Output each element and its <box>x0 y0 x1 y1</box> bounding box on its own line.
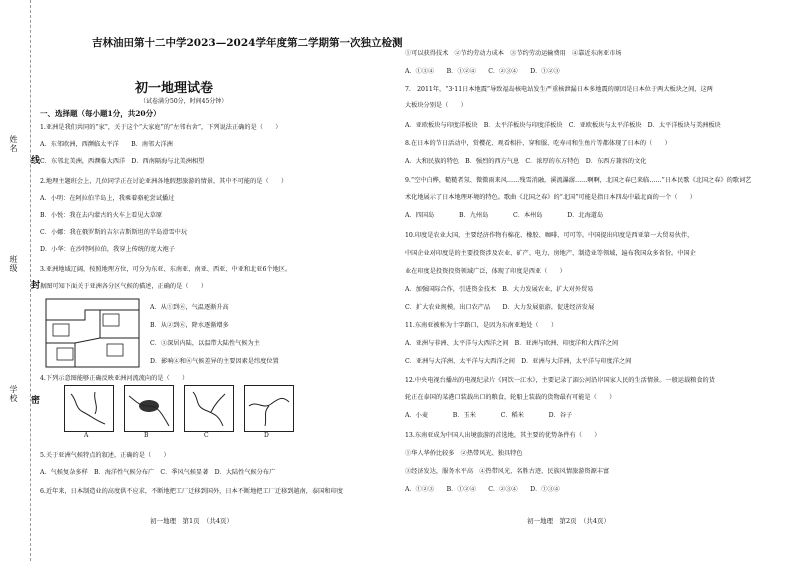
question-text: 轮正在泰国的某港口装载出口的粮食，轮船上装载的货物最有可能是（ ） <box>405 394 616 401</box>
river-diagram-c <box>184 385 234 432</box>
question-text: 业在印度是投资投资领域广泛，体现了印度是西亚（ ） <box>405 268 566 275</box>
page-footer-right: 初一地理 第2页 （共4页） <box>527 517 611 525</box>
section-title: 一、选择题（每小题1分，共20分） <box>40 109 161 118</box>
question-option: A．四国岛 B．九州岛 C．本州岛 D．北海道岛 <box>405 212 604 219</box>
question-option: A．亚洲与非洲、太平洋与大西洋之间 B．亚洲与欧洲、印度洋和大西洋之间 <box>405 340 619 347</box>
question-text: 中国企业对印度是的主要投资涉及农业、矿产、电力、房地产、制造业等领域，遍布我国众多省份。中国企 <box>405 250 696 257</box>
question-text: 7. 2011年，“3·11日本地震”导致福岛核电站发生严重核泄漏日本多地震的原因是日本位于两大板块之间，这两 <box>405 86 713 93</box>
question-text: 据图可知下面关于亚洲各分区气候的描述，正确的是（ ） <box>40 283 208 290</box>
page-right <box>397 0 794 561</box>
question-option: C．扩大农业规模，出口农产品 D．大力发展旅游，促进经济发展 <box>405 304 595 311</box>
question-option: A．①②③ B．①②④ C．②③④ D．①③④ <box>405 486 560 493</box>
question-text: 2.地理主题班会上，几位同学正在讨论亚洲各地假想旅游的情景，其中不可能的是（ ） <box>40 178 288 185</box>
river-label-d: D <box>264 432 269 439</box>
question-text: 10.印度是农业大国，主要经济作物有棉花、橡胶、咖啡、可可等。中国提出印度是西亚第一大贸易伙伴， <box>405 232 694 239</box>
name-label: 姓名 <box>9 135 18 153</box>
question-option: C．东邻北美洲，西濒临大西洋 D．西南隔海与北美洲相望 <box>40 158 205 165</box>
question-text: 11.东南亚被称为十字路口，是因为东南亚地处（ ） <box>405 322 558 329</box>
question-text: 4.下列示意图能够正确反映亚洲河流流向的是（ ） <box>40 375 189 382</box>
exam-title: 初一地理试卷 <box>135 81 214 96</box>
class-label: 班级 <box>9 255 18 273</box>
question-option: A．东邻欧洲，西濒临太平洋 B．南邻大洋洲 <box>40 141 173 148</box>
question-text: 大板块分别是（ ） <box>405 102 467 109</box>
river-label-c: C <box>204 432 209 439</box>
question-option: ①华人华侨比较多 ②热带风光、独具特色 <box>405 450 523 457</box>
question-text: 13.东南亚成为中国人出境旅游的首选地，其主要的优势条件有（ ） <box>405 432 601 439</box>
question-text: 8.在日本的节日活动中，赏樱花、观看相扑、穿和服、吃寿司和生鱼片等都体现了日本的（ ） <box>405 140 671 147</box>
question-option: A．加强国际合作，引进资金技术 B．大力发展农业，扩大对外贸易 <box>405 286 594 293</box>
question-option: A．小明：在阿拉伯半岛上，我乘着骆驼尝试播过 <box>40 195 175 202</box>
question-option: A．气候复杂多样 B．海洋性气候分布广 C．季风气候显著 D．大陆性气候分布广 <box>40 469 276 476</box>
school-title: 吉林油田第十二中学2023—2024学年度第二学期第一次独立检测 <box>92 37 403 49</box>
river-diagram-a <box>64 385 114 432</box>
river-diagram-d <box>244 385 294 432</box>
river-label-b: B <box>144 432 149 439</box>
school-label: 学校 <box>9 385 18 403</box>
q3-option-c: C．③深居内陆，以温带大陆性气候为主 <box>150 340 260 347</box>
cut-mark-seal: 封 <box>29 280 39 289</box>
question-text: 12.中央电视台播出的电视纪录片《同饮一江水》，主要记录了湄公河沿岸国家人民的生活情景。一般运载粮食的货 <box>405 377 715 384</box>
question-option: A．大和民族的特色 B．强烈的西方气息 C．浓厚的东方特色 D．东西方兼容的文化 <box>405 158 647 165</box>
question-option: ③经济发达，服务水平高 ④热带风光、名胜古迹、民族风情旅游资源丰富 <box>405 468 610 475</box>
q3-option-d: D．影响④和⑥气候差异的主要因素是纬度位置 <box>150 358 279 365</box>
question-text: 术化地展示了日本地理环境的特色。歌曲《北国之春》的“北国”可能是指日本四岛中最北面的一个（ ） <box>405 194 696 201</box>
question-text: 1.亚洲是我们共同的“家”，关于这个“大家庭”的“左邻右舍”，下列说法正确的是（ ） <box>40 124 282 131</box>
binding-margin <box>0 0 39 561</box>
page-footer-left: 初一地理 第1页 （共4页） <box>150 517 234 525</box>
question-text: ①可以获得技术 ②节约劳动力成本 ③节约劳动运输费用 ④靠近东南亚市场 <box>405 50 622 57</box>
cut-mark-secret: 密 <box>29 395 39 404</box>
exam-subtitle: （试卷满分50分，时间45分钟） <box>140 98 228 105</box>
question-option: B．小悦：我在去内蒙古的火车上看见大草原 <box>40 212 163 219</box>
question-option: C．亚洲与大洋洲、太平洋与大西洋之间 D．亚洲与大洋洲，太平洋与印度洋之间 <box>405 358 632 365</box>
q3-option-a: A．从①到⑥，气温逐渐升高 <box>150 304 229 311</box>
question-text: 3.亚洲地域辽阔，按照地理方位，可分为东亚、东南亚、南亚、西亚、中亚和北亚6个地区。 <box>40 266 292 273</box>
question-text: 6.近年来，日本制造业的高度供不应求，不断地把工厂迁移到国外，日本不断地把工厂迁移到越南，泰国和印度 <box>40 488 343 495</box>
asia-regions-map <box>45 298 140 368</box>
cut-mark-line: 线 <box>29 155 39 164</box>
river-diagram-b <box>124 385 174 432</box>
question-option: A．小麦 B．玉米 C．稻米 D．谷子 <box>405 412 573 419</box>
question-option: C．小娜：我在俄罗斯的吉尔吉斯斯坦的半岛滑雪中玩 <box>40 229 188 236</box>
question-text: 9.“空中白桦，糙糙者氖、微微雨来风……残雪消融，溪流瀑潺……啊啊，北国之春已来临……”日本民歌《北国之春》的歌词艺 <box>405 177 752 184</box>
river-label-a: A <box>84 432 89 439</box>
question-option: D．小华：在沙特阿拉伯，我穿上传统的宽大袍子 <box>40 246 175 253</box>
question-option: A．①③④ B．①②④ C．②③④ D．①②③ <box>405 68 560 75</box>
question-option: A．亚欧板块与印度洋板块 B．太平洋板块与印度洋板块 C．亚欧板块与太平洋板块 D．太平洋板块与美洲板块 <box>405 122 721 129</box>
question-text: 5.关于亚洲气候特点的叙述，正确的是（ ） <box>40 452 170 459</box>
q3-option-b: B．从②到⑥，降水逐渐增多 <box>150 322 229 329</box>
